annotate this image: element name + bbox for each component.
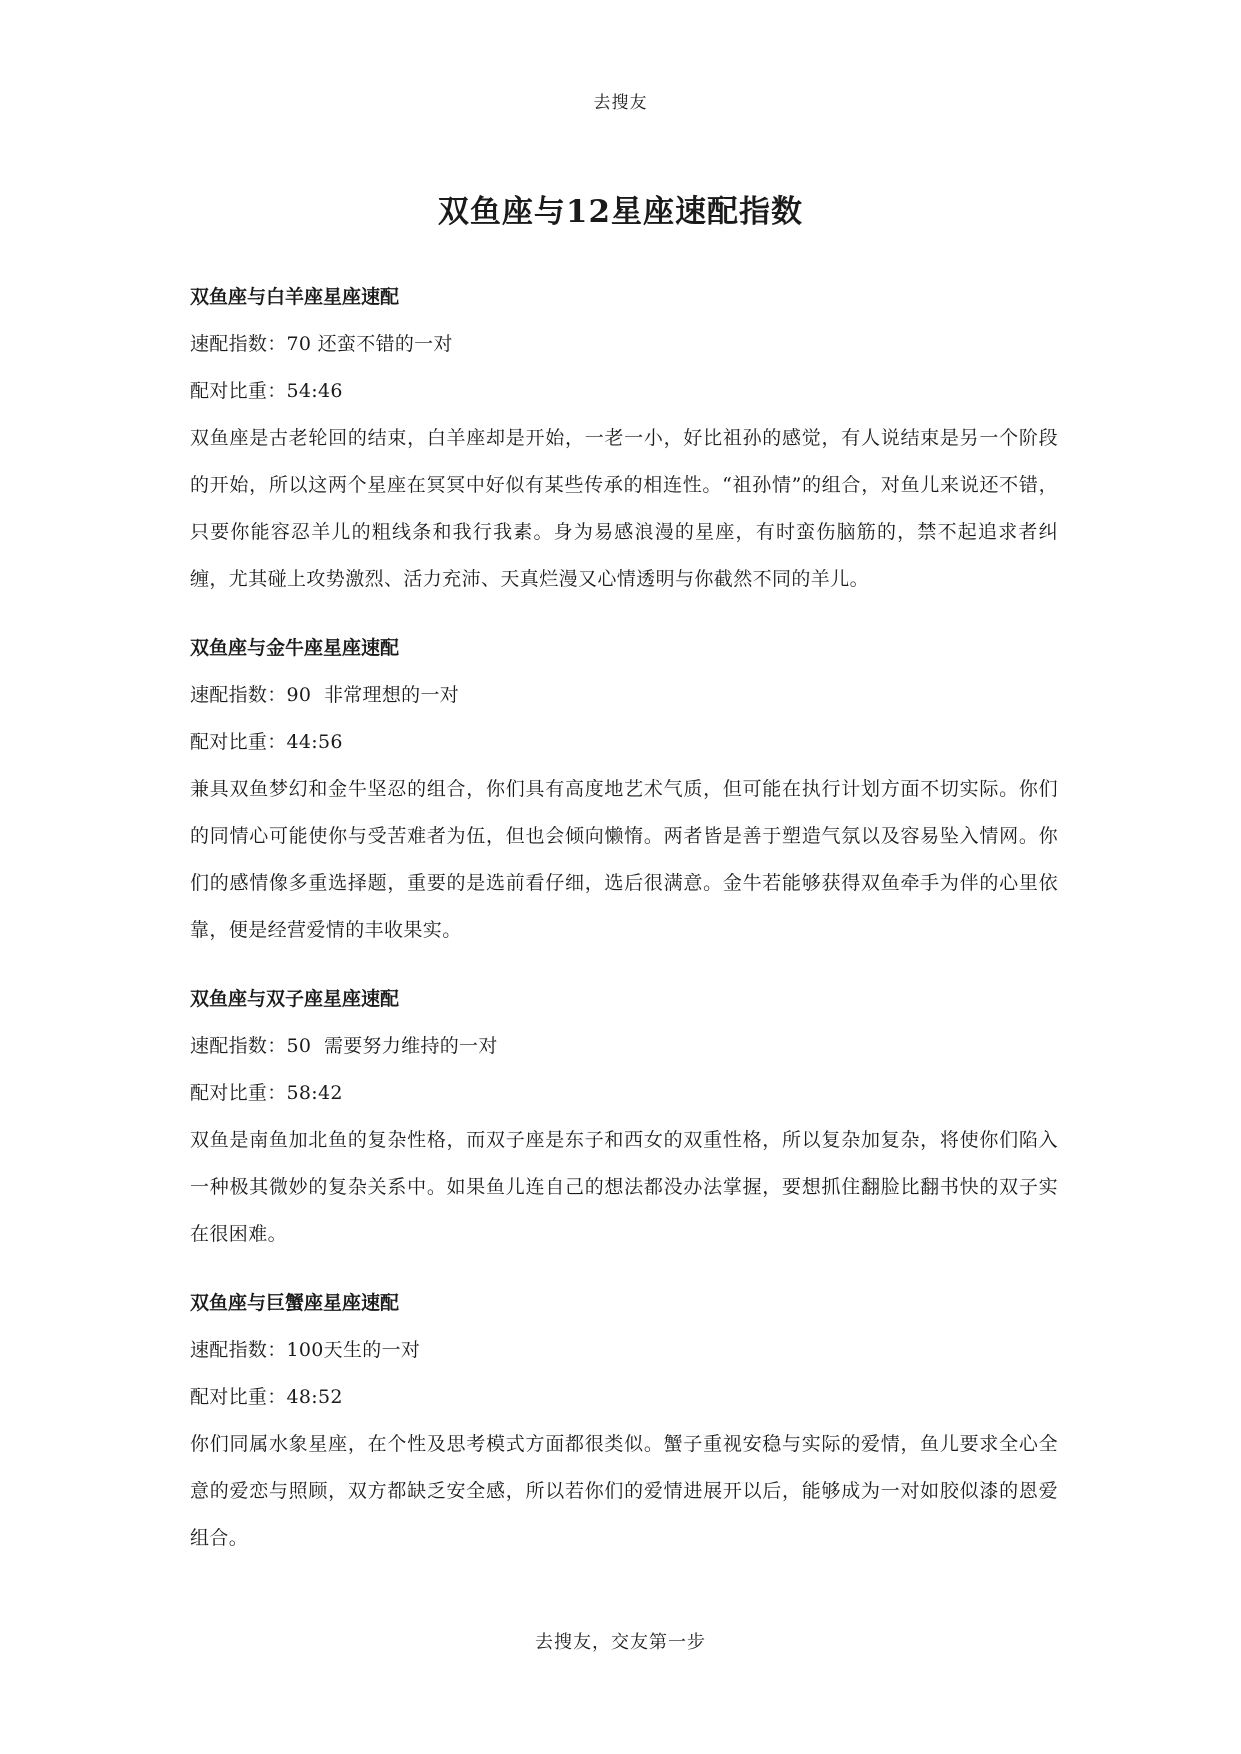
section-paragraph: 双鱼座是古老轮回的结束，白羊座却是开始，一老一小，好比祖孙的感觉，有人说结束是另一个阶段的开始，所以这两个星座在冥冥中好似有某些传承的相连性。“祖孙情”的组合，对鱼儿来说还不错，只要你能容忍羊儿的粗线条和我行我素。身为易感浪漫的星座，有时蛮伤脑筋的，禁不起追求者纠缠，尤其碰上攻势激烈、活力充沛、天真烂漫又心情透明与你截然不同的羊儿。 <box>190 427 1058 590</box>
section-cancer <box>190 1280 1058 1562</box>
section-gemini <box>190 976 1058 1258</box>
section-heading: 双鱼座与巨蟹座星座速配 <box>190 1292 400 1314</box>
document-body <box>190 274 1058 1562</box>
match-ratio-line: 配对比重：44:56 <box>190 731 343 753</box>
section-taurus <box>190 625 1058 954</box>
page-header: 去搜友 <box>593 93 648 113</box>
match-ratio-line: 配对比重：48:52 <box>190 1386 343 1408</box>
section-paragraph: 你们同属水象星座，在个性及思考模式方面都很类似。蟹子重视安稳与实际的爱情，鱼儿要求全心全意的爱恋与照顾，双方都缺乏安全感，所以若你们的爱情进展开以后，能够成为一对如胶似漆的恩爱组合。 <box>190 1433 1058 1549</box>
document-title: 双鱼座与12星座速配指数 <box>437 194 804 230</box>
match-index-line: 速配指数：50 需要努力维持的一对 <box>190 1035 498 1057</box>
section-heading: 双鱼座与金牛座星座速配 <box>190 637 400 659</box>
section-aries <box>190 274 1058 603</box>
page-footer: 去搜友，交友第一步 <box>535 1632 706 1653</box>
section-paragraph: 兼具双鱼梦幻和金牛坚忍的组合，你们具有高度地艺术气质，但可能在执行计划方面不切实际。你们的同情心可能使你与受苦难者为伍，但也会倾向懒惰。两者皆是善于塑造气氛以及容易坠入情网。你们的感情像多重选择题，重要的是选前看仔细，选后很满意。金牛若能够获得双鱼牵手为伴的心里依靠，便是经营爱情的丰收果实。 <box>190 778 1058 941</box>
match-index-line: 速配指数：100天生的一对 <box>190 1339 421 1361</box>
section-paragraph: 双鱼是南鱼加北鱼的复杂性格，而双子座是东子和西女的双重性格，所以复杂加复杂，将使你们陷入一种极其微妙的复杂关系中。如果鱼儿连自己的想法都没办法掌握，要想抓住翻脸比翻书快的双子实在很困难。 <box>190 1129 1058 1245</box>
section-heading: 双鱼座与双子座星座速配 <box>190 988 400 1010</box>
section-heading: 双鱼座与白羊座星座速配 <box>190 286 400 308</box>
match-ratio-line: 配对比重：54:46 <box>190 380 343 402</box>
match-ratio-line: 配对比重：58:42 <box>190 1082 343 1104</box>
match-index-line: 速配指数：70 还蛮不错的一对 <box>190 333 453 355</box>
match-index-line: 速配指数：90 非常理想的一对 <box>190 684 460 706</box>
